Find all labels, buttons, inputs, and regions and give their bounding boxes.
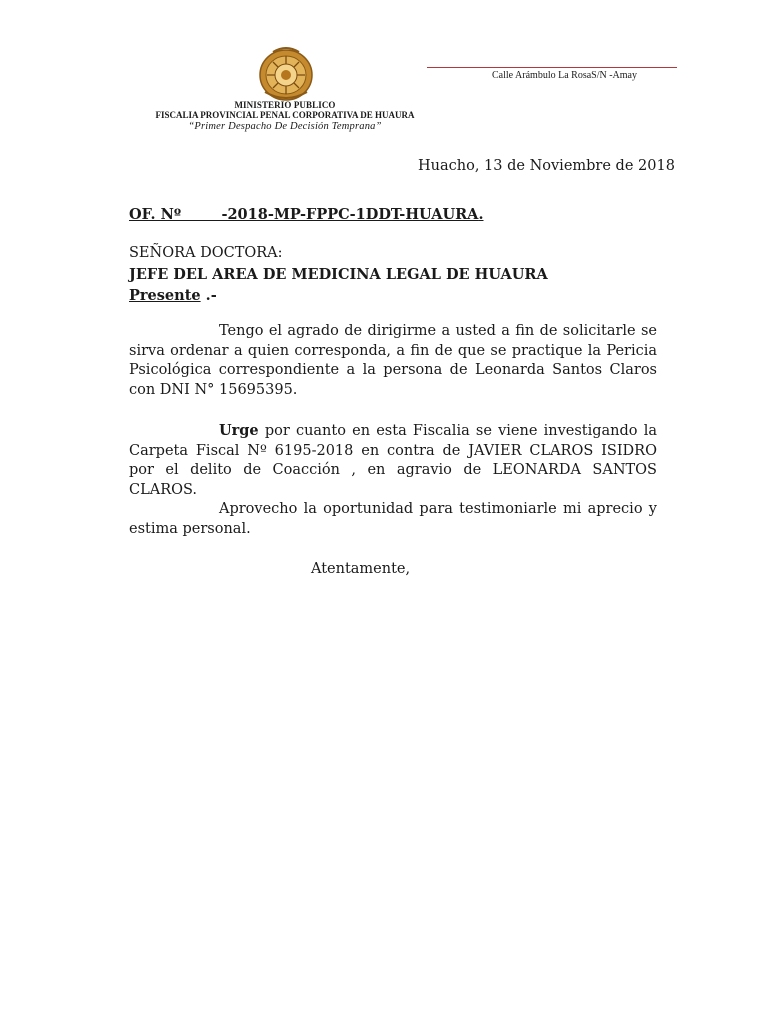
header-divider <box>427 67 677 68</box>
urge-word: Urge <box>219 422 259 439</box>
body-paragraph-2 <box>129 421 657 500</box>
presente-line <box>129 285 548 306</box>
motto: “Primer Despacho De Decisión Temprana” <box>188 121 382 132</box>
recipient-block <box>129 243 548 306</box>
office-number-end: . <box>478 206 484 223</box>
paragraph-1-text: Tengo el agrado de dirigirme a usted a fin de solicitarle se sirva ordenar a quien corresponda, a fin de que se practique la Pericia Psicológica correspondiente a la persona de Leonarda Santos Claros con DNI N° 15695395. <box>129 323 657 398</box>
letter-date: Huacho, 13 de Noviembre de 2018 <box>418 158 675 174</box>
office-number <box>129 205 484 225</box>
recipient-title: SEÑORA DOCTORA: <box>129 245 283 261</box>
body-paragraph-3 <box>129 500 657 539</box>
recipient-position: JEFE DEL AREA DE MEDICINA LEGAL DE HUAURA <box>129 266 548 283</box>
closing: Atentamente, <box>311 561 411 577</box>
org-name-line1: MINISTERIO PUBLICO <box>234 100 336 110</box>
paragraph-3-text: Aprovecho la oportunidad para testimoniarle mi aprecio y estima personal. <box>129 501 657 537</box>
presente-suffix: .- <box>200 287 217 304</box>
paragraph-2-text: por cuanto en esta Fiscalia se viene investigando la Carpeta Fiscal Nº 6195-2018 en contra de JAVIER CLAROS ISIDRO por el delito de Coacción , en agravio de LEONARDA SANTOS CLAROS. <box>129 423 657 498</box>
office-number-text: OF. Nº -2018-MP-FPPC-1DDT-HUAURA <box>129 206 479 223</box>
presente-word: Presente <box>129 287 201 304</box>
body-paragraph-1 <box>129 322 657 400</box>
ministerio-publico-seal-icon <box>251 44 321 104</box>
org-name-line2: FISCALIA PROVINCIAL PENAL CORPORATIVA DE HUAURA <box>155 110 415 120</box>
address: Calle Arámbulo La RosaS/N -Amay <box>492 70 637 81</box>
